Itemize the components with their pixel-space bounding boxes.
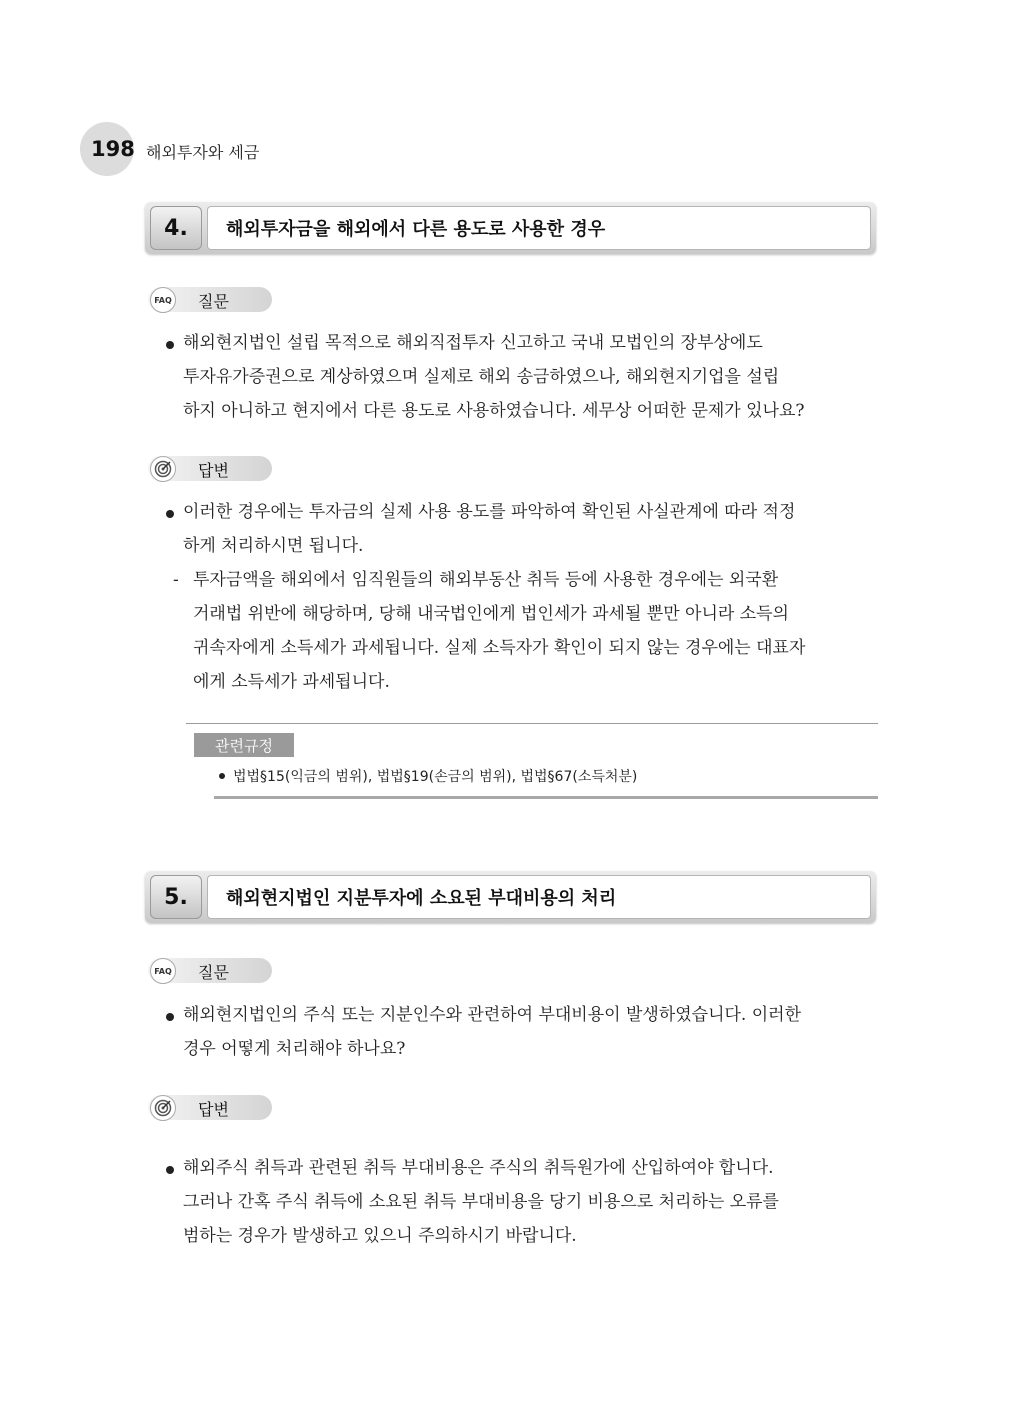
answer-sub-item xyxy=(163,563,879,699)
section-4-number: 4. xyxy=(150,206,202,250)
text-line: 투자금액을 해외에서 임직원들의 해외부동산 취득 등에 사용한 경우에는 외국환 xyxy=(193,570,779,590)
regulation-bottom-divider xyxy=(214,796,878,799)
answer-bullet xyxy=(163,1151,879,1253)
text-line: 이러한 경우에는 투자금의 실제 사용 용도를 파악하여 확인된 사실관계에 따라 적정 xyxy=(183,502,796,522)
text-line: 해외주식 취득과 관련된 취득 부대비용은 주식의 취득원가에 산입하여야 합니다. xyxy=(183,1158,774,1178)
faq-icon: FAQ xyxy=(150,958,176,984)
dash-mark: - xyxy=(173,570,179,590)
section-4-question-label xyxy=(148,287,272,312)
text-line: 투자유가증권으로 계상하였으며 실제로 해외 송금하였으나, 해외현지기업을 설립 xyxy=(183,367,780,387)
answer-label-text: 답변 xyxy=(198,1100,229,1119)
target-icon xyxy=(150,1095,176,1121)
text-line: 범하는 경우가 발생하고 있으니 주의하시기 바랍니다. xyxy=(183,1226,577,1246)
section-5-title: 해외현지법인 지분투자에 소요된 부대비용의 처리 xyxy=(207,875,871,919)
bullet-icon xyxy=(166,510,174,518)
section-5-answer-text xyxy=(163,1151,879,1253)
question-bullet xyxy=(163,998,879,1066)
text-line: 거래법 위반에 해당하며, 당해 내국법인에게 법인세가 과세될 뿐만 아니라 소득의 xyxy=(193,604,789,624)
section-4-question-text xyxy=(163,326,879,428)
regulation-top-divider xyxy=(186,723,878,724)
text-line: 하게 처리하시면 됩니다. xyxy=(183,536,364,556)
page-number: 198 xyxy=(91,137,135,161)
regulation-item xyxy=(233,766,637,786)
text-line: 그러나 간혹 주식 취득에 소요된 취득 부대비용을 당기 비용으로 처리하는 오류를 xyxy=(183,1192,779,1212)
section-4-header xyxy=(145,202,876,254)
section-5-question-text xyxy=(163,998,879,1066)
section-5-number: 5. xyxy=(150,875,202,919)
text-line: 하지 아니하고 현지에서 다른 용도로 사용하였습니다. 세무상 어떠한 문제가 있나요? xyxy=(183,401,805,421)
text-line: 에게 소득세가 과세됩니다. xyxy=(193,672,390,692)
text-line: 귀속자에게 소득세가 과세됩니다. 실제 소득자가 확인이 되지 않는 경우에는 대표자 xyxy=(193,638,806,658)
faq-icon: FAQ xyxy=(150,287,176,313)
bullet-icon xyxy=(166,1013,174,1021)
section-4-title: 해외투자금을 해외에서 다른 용도로 사용한 경우 xyxy=(207,206,871,250)
section-5-question-label xyxy=(148,958,272,983)
answer-bullet xyxy=(163,495,879,563)
question-bullet xyxy=(163,326,879,428)
answer-label-text: 답변 xyxy=(198,461,229,480)
bullet-icon xyxy=(219,773,225,779)
bullet-icon xyxy=(166,1166,174,1174)
section-5-answer-label xyxy=(148,1095,272,1120)
text-line: 해외현지법인 설립 목적으로 해외직접투자 신고하고 국내 모법인의 장부상에도 xyxy=(183,333,763,353)
question-label-text: 질문 xyxy=(198,963,229,982)
text-line: 경우 어떻게 처리해야 하나요? xyxy=(183,1039,406,1059)
target-icon xyxy=(150,456,176,482)
question-label-text: 질문 xyxy=(198,292,229,311)
text-line: 해외현지법인의 주식 또는 지분인수와 관련하여 부대비용이 발생하였습니다. 이러한 xyxy=(183,1005,801,1025)
regulation-label: 관련규정 xyxy=(194,733,294,757)
section-4-answer-label xyxy=(148,456,272,481)
section-4-answer-text xyxy=(163,495,879,699)
section-5-header xyxy=(145,871,876,923)
running-title: 해외투자와 세금 xyxy=(146,143,260,162)
regulation-text: 법법§15(익금의 범위), 법법§19(손금의 범위), 법법§67(소득처분) xyxy=(233,769,638,785)
bullet-icon xyxy=(166,341,174,349)
